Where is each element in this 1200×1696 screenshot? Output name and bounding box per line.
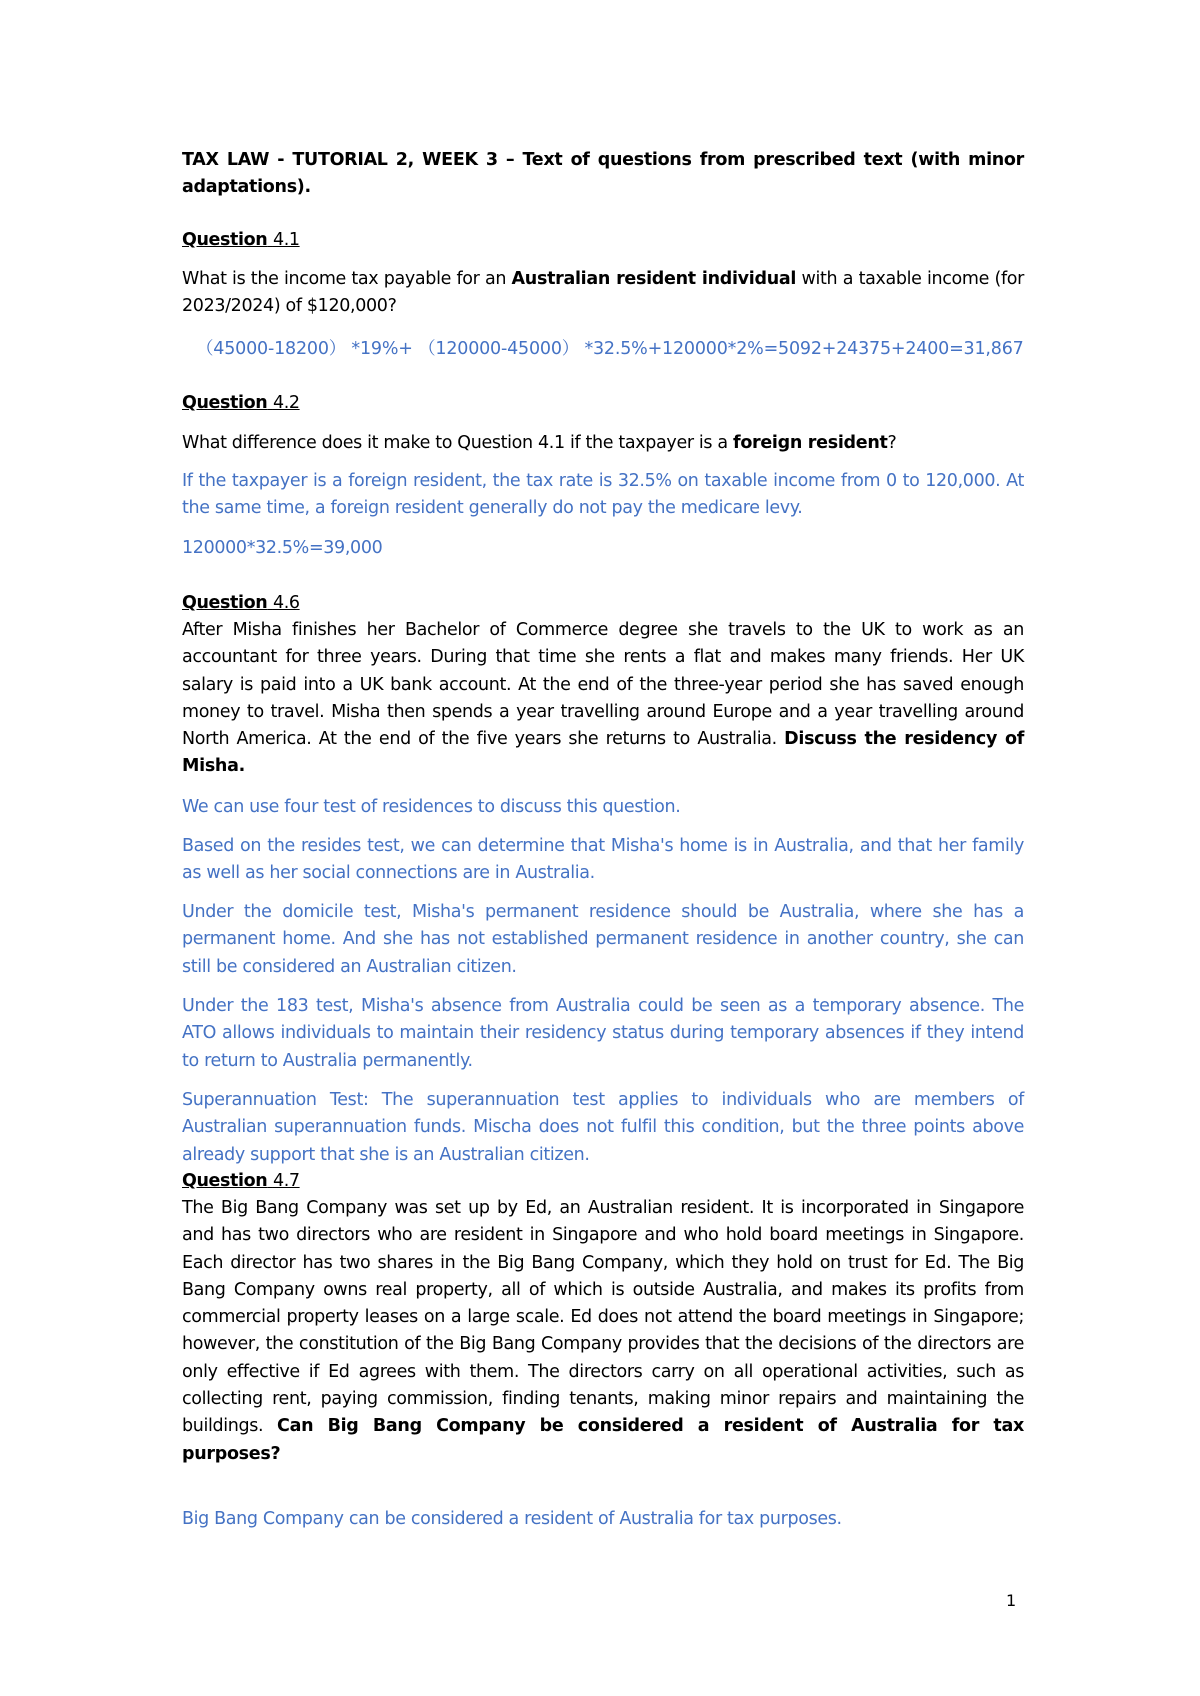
page-number: 1 [1006, 1591, 1017, 1610]
question-text-emphasis: Australian resident individual [511, 269, 797, 289]
question-4-1-text [182, 266, 1024, 321]
question-text: ? [887, 433, 897, 453]
question-4-6-answer-domicile: Under the domicile test, Misha's permanent residence should be Australia, where she has a permanent home. And she has not established permanent residence in another country, she can still be considered an Australian citizen. [182, 902, 1024, 977]
question-number: 4.6 [272, 593, 300, 613]
question-4-6-answer-resides: Based on the resides test, we can determine that Misha's home is in Australia, and that her family as well as her social connections are in Australia. [182, 836, 1024, 884]
question-4-7-text [182, 1195, 1024, 1468]
question-4-1-answer: （45000-18200） *19%+ （120000-45000） *32.5%+120000*2%=5092+24375+2400=31,867 [196, 339, 1024, 359]
question-4-6-answer-intro: We can use four test of residences to discuss this question. [182, 797, 681, 817]
question-4-6-answer-183: Under the 183 test, Misha's absence from Australia could be seen as a temporary absence. The ATO allows individuals to maintain their residency status during temporary absences if they intend to return to Australia permanently. [182, 996, 1024, 1071]
question-text: After Misha finishes her Bachelor of Commerce degree she travels to the UK to work as an accountant for three years. During that time she rents a flat and makes many friends. Her UK salary is paid into a UK bank account. At the end of the three-year period she has saved enough money to travel. Misha then spends a year travelling around Europe and a year travelling around North America. At the end of the five years she returns to Australia. [182, 620, 1024, 750]
question-label: Question [182, 393, 268, 413]
question-label: Question [182, 593, 268, 613]
question-number: 4.1 [272, 230, 300, 250]
question-label: Question [182, 1171, 268, 1191]
question-4-6-answer-superannuation: Superannuation Test: The superannuation test applies to individuals who are members of Australian superannuation funds. Mischa does not fulfil this condition, but the three points above already support that she is an Australian citizen. [182, 1090, 1024, 1165]
question-4-2-heading [182, 390, 300, 416]
question-4-6-heading [182, 590, 300, 616]
question-number: 4.2 [272, 393, 300, 413]
question-text: with a taxable income (for 2023/2024) of $120,000? [182, 269, 1024, 317]
question-text-emphasis: Discuss the residency of Misha. [182, 729, 1025, 777]
question-text: What is the income tax payable for an [182, 269, 512, 289]
question-4-2-answer: If the taxpayer is a foreign resident, the tax rate is 32.5% on taxable income from 0 to 120,000. At the same time, a foreign resident generally do not pay the medicare levy. [182, 471, 1024, 519]
question-text: The Big Bang Company was set up by Ed, an Australian resident. It is incorporated in Singapore and has two directors who are resident in Singapore and who hold board meetings in Singapore. Each director has two shares in the Big Bang Company, which they hold on trust for Ed. The Big Bang Company owns real property, all of which is outside Australia, and makes its profits from commercial property leases on a large scale. Ed does not attend the board meetings in Singapore; however, the constitution of the Big Bang Company provides that the decisions of the directors are only effective if Ed agrees with them. The directors carry on all operational activities, such as collecting rent, paying commission, finding tenants, making minor repairs and maintaining the buildings. [182, 1198, 1024, 1437]
question-4-2-text [182, 430, 1024, 457]
question-4-2-calculation: 120000*32.5%=39,000 [182, 538, 383, 558]
question-number: 4.7 [272, 1171, 300, 1191]
question-label: Question [182, 230, 268, 250]
question-4-1-heading [182, 227, 300, 253]
question-4-7-heading [182, 1168, 300, 1194]
document-title: TAX LAW - TUTORIAL 2, WEEK 3 – Text of questions from prescribed text (with minor adaptations). [182, 150, 1024, 197]
question-text-emphasis: Can Big Bang Company be considered a resident of Australia for tax purposes? [182, 1416, 1024, 1464]
question-text-emphasis: foreign resident [733, 433, 888, 453]
question-4-7-answer: Big Bang Company can be considered a resident of Australia for tax purposes. [182, 1509, 842, 1529]
question-text: What difference does it make to Question 4.1 if the taxpayer is a [182, 433, 733, 453]
question-4-6-text [182, 617, 1024, 781]
